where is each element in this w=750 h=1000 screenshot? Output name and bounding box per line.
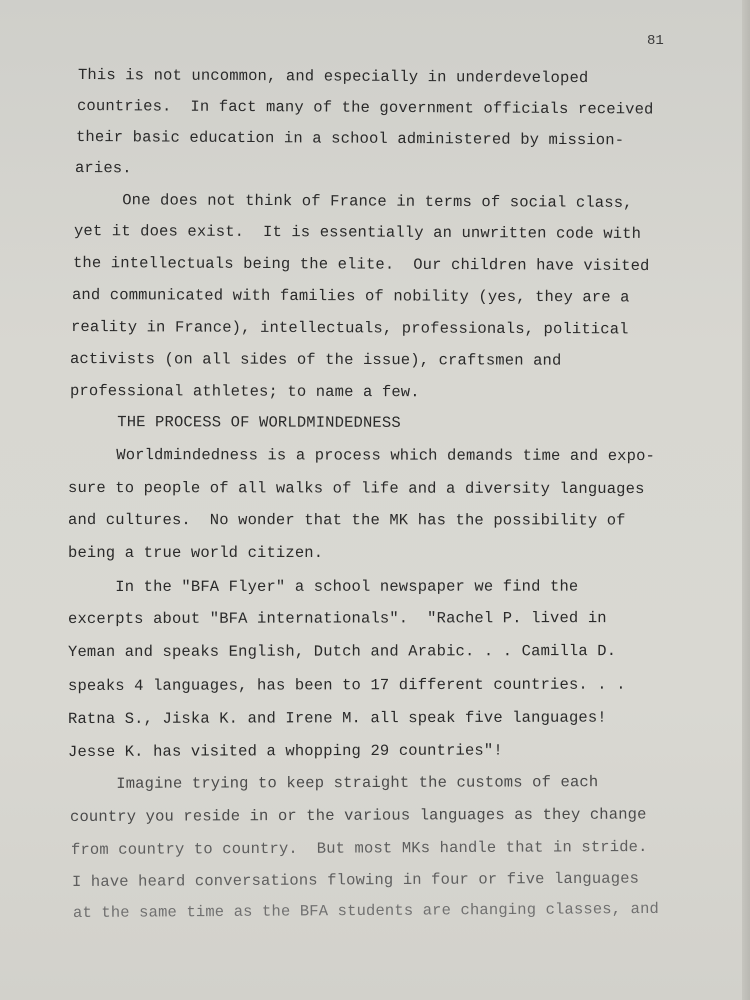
text-line: from country to country. But most MKs handle that in stride. bbox=[70, 837, 648, 859]
text-line: Yeman and speaks English, Dutch and Arabic. . . Camilla D. bbox=[67, 642, 617, 661]
text-line: country you reside in or the various languages as they change bbox=[69, 805, 647, 826]
text-line: I have heard conversations flowing in four or five languages bbox=[71, 869, 640, 891]
text-line: This is not uncommon, and especially in underdeveloped bbox=[77, 66, 589, 88]
text-line: One does not think of France in terms of social class, bbox=[74, 191, 633, 212]
text-line: Ratna S., Jiska K. and Irene M. all speak five languages! bbox=[67, 708, 607, 728]
text-line: professional athletes; to name a few. bbox=[69, 382, 420, 402]
text-line: sure to people of all walks of life and a diversity languages bbox=[67, 479, 645, 499]
text-line: speaks 4 languages, has been to 17 different countries. . . bbox=[67, 675, 626, 695]
page-number: 81 bbox=[647, 33, 664, 49]
section-heading: THE PROCESS OF WORLDMINDEDNESS bbox=[69, 413, 401, 432]
text-line: and cultures. No wonder that the MK has the possibility of bbox=[67, 511, 626, 530]
text-line: Worldmindedness is a process which demands time and expo- bbox=[68, 446, 656, 466]
text-line: excerpts about "BFA internationals". "Rachel P. lived in bbox=[67, 609, 607, 628]
text-line: Imagine trying to keep straight the customs of each bbox=[68, 773, 599, 793]
text-line: countries. In fact many of the government officials received bbox=[76, 97, 654, 119]
text-line: their basic education in a school administered by mission- bbox=[75, 128, 625, 150]
text-line: activists (on all sides of the issue), craftsmen and bbox=[69, 350, 562, 370]
text-line: being a true world citizen. bbox=[68, 544, 324, 562]
text-line: Jesse K. has visited a whopping 29 countries"! bbox=[67, 741, 503, 761]
text-line: the intellectuals being the elite. Our children have visited bbox=[72, 254, 650, 276]
text-line: aries. bbox=[74, 159, 132, 178]
text-line: In the "BFA Flyer" a school newspaper we find the bbox=[67, 577, 579, 596]
text-line: reality in France), intellectuals, professionals, political bbox=[70, 318, 629, 339]
text-line: yet it does exist. It is essentially an unwritten code with bbox=[73, 222, 642, 243]
text-line: at the same time as the BFA students are changing classes, and bbox=[72, 899, 660, 922]
text-line: and communicated with families of nobility (yes, they are a bbox=[71, 286, 630, 307]
